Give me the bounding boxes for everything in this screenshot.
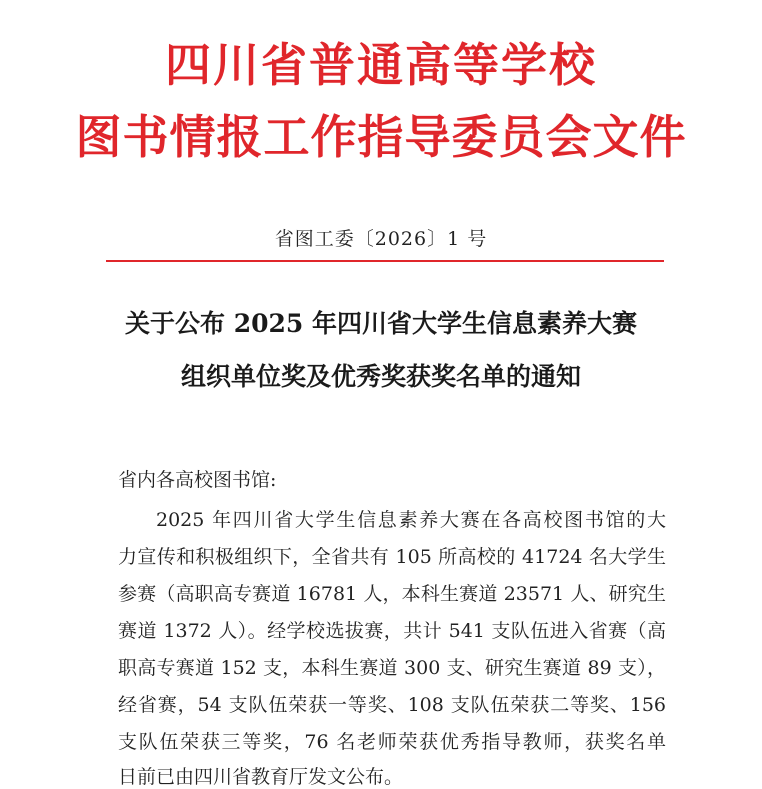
- body-text-line: 经省赛，54 支队伍荣获一等奖、108 支队伍荣获二等奖、156: [118, 694, 666, 716]
- body-text-line: 日前已由四川省教育厅发文公布。: [118, 766, 404, 788]
- body-text-line: 支队伍荣获三等奖，76 名老师荣获优秀指导教师，获奖名单: [118, 731, 666, 753]
- body-text-line: 职高专赛道 152 支，本科生赛道 300 支、研究生赛道 89 支），: [118, 657, 666, 679]
- document-number: 省图工委〔2026〕1 号: [274, 228, 488, 250]
- body-text-line: 2025 年四川省大学生信息素养大赛在各高校图书馆的大: [156, 509, 666, 531]
- issuer-title-line-1: 四川省普通高等学校: [165, 38, 597, 92]
- body-text-line: 力宣传和积极组织下，全省共有 105 所高校的 41724 名大学生: [118, 546, 666, 568]
- issuer-title-line-2: 图书情报工作指导委员会文件: [75, 110, 687, 164]
- body-text-line: 参赛（高职高专赛道 16781 人，本科生赛道 23571 人、研究生: [118, 583, 666, 605]
- red-divider-line: [106, 260, 664, 262]
- notice-title-line-2: 组织单位奖及优秀奖获奖名单的通知: [180, 362, 581, 391]
- body-text-line: 赛道 1372 人）。经学校选拔赛，共计 541 支队伍进入省赛（高: [118, 620, 666, 642]
- notice-title-line-1: 关于公布 2025 年四川省大学生信息素养大赛: [125, 309, 637, 338]
- salutation: 省内各高校图书馆:: [118, 469, 277, 491]
